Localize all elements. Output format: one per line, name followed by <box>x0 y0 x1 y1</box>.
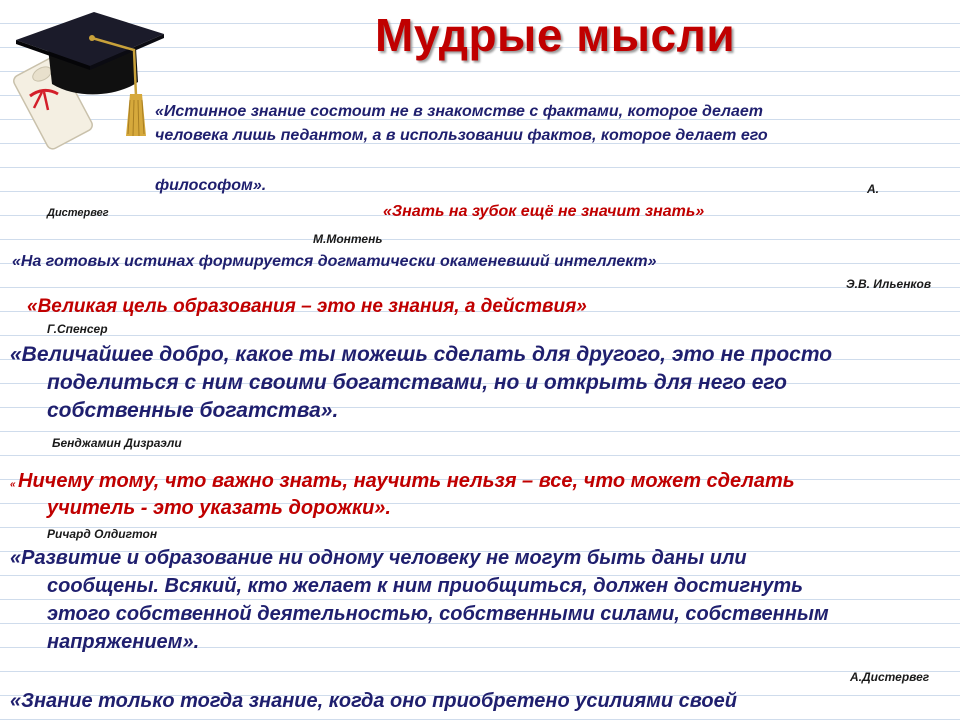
quote-7-line-1: «Развитие и образование ни одному человеку не могут быть даны или <box>10 547 747 569</box>
graduation-cap-icon <box>8 4 168 154</box>
quote-5-author: Бенджамин Дизраэли <box>52 436 182 450</box>
quote-3-text: «На готовых истинах формируется догматически окаменевший интеллект» <box>12 253 657 270</box>
quote-1-line-3: философом». <box>155 177 267 194</box>
page-title: Мудрые мысли <box>375 9 736 61</box>
quote-1-author-initial: А. <box>867 182 879 196</box>
quote-6-line-1: Ничему тому, что важно знать, научить нельзя – все, что может сделать <box>18 470 795 492</box>
quote-1-line-1: «Истинное знание состоит не в знакомстве с фактами, которое делает <box>155 103 764 120</box>
quote-7-line-3: этого собственной деятельностью, собственными силами, собственным <box>47 603 829 625</box>
quote-4-author: Г.Спенсер <box>47 322 108 336</box>
quote-1-line-2: человека лишь педантом, а в использовании фактов, которое делает его <box>155 127 768 144</box>
quote-5-line-3: собственные богатства». <box>47 399 339 422</box>
quote-2-author: М.Монтень <box>313 232 383 246</box>
quote-7-author: А.Дистервег <box>850 670 930 684</box>
quote-7-line-4: напряжением». <box>47 631 200 653</box>
quote-5-line-2: поделиться с ним своими богатствами, но и открыть для него его <box>47 371 787 394</box>
quote-8-line-1: «Знание только тогда знание, когда оно приобретено усилиями своей <box>10 690 737 712</box>
quote-7-line-2: сообщены. Всякий, кто желает к ним приобщиться, должен достигнуть <box>47 575 804 597</box>
quote-2-text: «Знать на зубок ещё не значит знать» <box>383 203 705 220</box>
quote-5-line-1: «Величайшее добро, какое ты можешь сделать для другого, это не просто <box>10 343 833 366</box>
quote-1-author: Дистервег <box>47 207 109 219</box>
quote-6-line-2: учитель - это указать дорожки». <box>47 497 391 519</box>
quote-6-open-quote: « <box>10 479 16 490</box>
quote-3-author: Э.В. Ильенков <box>846 277 932 291</box>
quote-4-text: «Великая цель образования – это не знания, а действия» <box>27 296 587 317</box>
quote-6-author: Ричард Олдигтон <box>47 527 158 541</box>
